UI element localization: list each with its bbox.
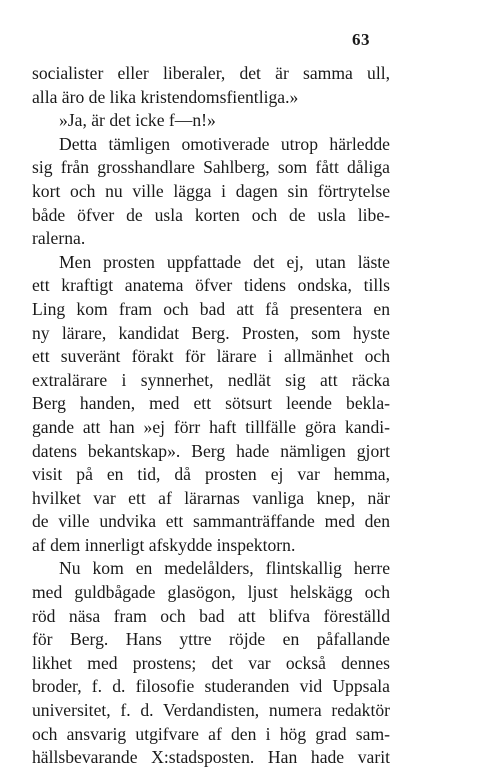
text-line: Nu kom en medelålders, flintskallig herre	[59, 558, 390, 579]
text-line: och ansvarig utgifvare af den i hög grad sam-	[32, 723, 390, 744]
text-line: gande att han »ej förr haft tillfälle göra kandi-	[32, 416, 390, 437]
text-line: ett kraftigt anatema öfver tidens ondska, tills	[32, 275, 390, 296]
text-line: »Ja, är det icke f—n!»	[59, 110, 216, 131]
text-line: både öfver de usla korten och de usla libe-	[32, 204, 390, 225]
text-line: Ling kom fram och bad att få presentera en	[32, 298, 390, 319]
text-line: för Berg. Hans yttre röjde en påfallande	[32, 629, 390, 650]
text-line: af dem innerligt afskydde inspektorn.	[32, 534, 296, 555]
text-line: sig från grosshandlare Sahlberg, som fått dåliga	[32, 157, 390, 178]
text-line: ny lärare, kandidat Berg. Prosten, som hyste	[32, 322, 390, 343]
text-line: kort och nu ville lägga i dagen sin förtrytelse	[32, 180, 390, 201]
page-number: 63	[352, 30, 370, 49]
text-line: alla äro de lika kristendomsfientliga.»	[32, 86, 299, 107]
text-line: ralerna.	[32, 228, 86, 249]
text-line: röd näsa fram och bad att blifva föreställd	[32, 605, 390, 626]
text-line: hällsbevarande X:stadsposten. Han hade varit	[32, 747, 390, 768]
text-line: Men prosten uppfattade det ej, utan läste	[59, 251, 390, 272]
text-line: de ville undvika ett sammanträffande med den	[32, 511, 390, 532]
text-line: visit på en tid, då prosten ej var hemma,	[32, 464, 390, 485]
text-line: Berg handen, med ett sötsurt leende bekla-	[32, 393, 390, 414]
text-line: socialister eller liberaler, det är samma ull,	[32, 63, 390, 83]
text-line: universitet, f. d. Verdandisten, numera redaktör	[32, 700, 390, 721]
text-line: ett suveränt förakt för lärare i allmänhet och	[32, 346, 390, 367]
text-line: Detta tämligen omotiverade utrop härledde	[59, 133, 390, 154]
text-line: likhet med prostens; det var också dennes	[32, 652, 390, 673]
text-line: extralärare i synnerhet, nedlät sig att räcka	[32, 369, 390, 390]
text-line: datens bekantskap». Berg hade nämligen gjort	[32, 440, 390, 461]
body-text	[32, 62, 390, 770]
text-line: med guldbågade glasögon, ljust helskägg och	[32, 582, 390, 603]
text-line: hvilket var ett af lärarnas vanliga knep, när	[32, 487, 390, 508]
text-line: broder, f. d. filosofie studeranden vid Uppsala	[32, 676, 390, 697]
